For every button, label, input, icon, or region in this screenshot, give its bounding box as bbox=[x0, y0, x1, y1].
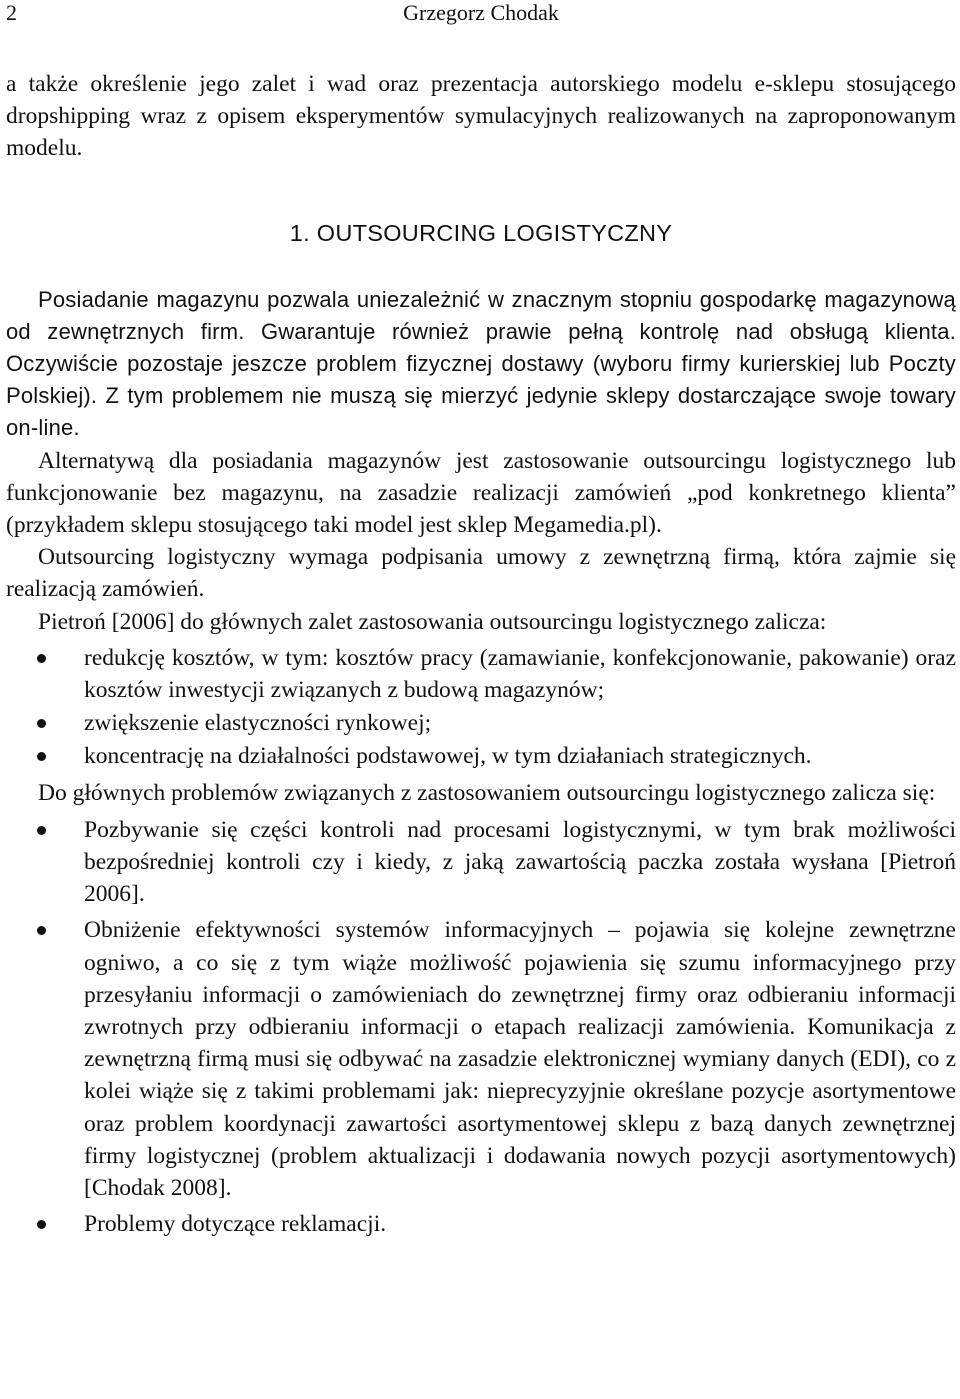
list-item-text: Obniżenie efektywności systemów informacyjnych – pojawia się kolejne zewnętrzne ogniwo, a co się z tym wiąże możliwość pojawienia się szumu informacyjnego przy przesyłaniu informacji o zamówieniach do zewnętrznej firmy oraz odbieraniu informacji zwrotnych przy odbieraniu informacji o etapach realizacji zamówienia. Komunikacja z zewnętrzną firmą musi się odbywać na zasadzie elektronicznej wymiany danych (EDI), co z kolei wiąże się z takimi problemami jak: nieprecyzyjnie określane pozycje asortymentowe oraz problem koordynacji zawartości asortymentowej sklepu z bazą danych zewnętrznej firmy logistycznej (problem aktualizacji i dodawania nowych pozycji asortymentowych) [Chodak 2008]. bbox=[84, 917, 956, 1202]
paragraph-problems-intro: Do głównych problemów związanych z zastosowaniem outsourcingu logistycznego zalicza się: bbox=[38, 779, 936, 806]
list-item-text: Pozbywanie się części kontroli nad procesami logistycznymi, w tym brak możliwości bezpośredniej kontroli czy i kiedy, z jaką zawartością paczka została wysłana [Pietroń 2006]. bbox=[84, 816, 956, 908]
section-heading: 1. OUTSOURCING LOGISTYCZNY bbox=[289, 219, 673, 246]
paragraph-contract: Outsourcing logistyczny wymaga podpisania umowy z zewnętrzną firmą, która zajmie się realizacją zamówień. bbox=[6, 544, 956, 603]
problems-list bbox=[6, 814, 956, 1241]
paragraph-advantages-intro: Pietroń [2006] do głównych zalet zastosowania outsourcingu logistycznego zalicza: bbox=[38, 608, 827, 635]
list-item-text: redukcję kosztów, w tym: kosztów pracy (zamawianie, konfekcjonowanie, pakowanie) oraz kosztów inwestycji związanych z budową magazynów; bbox=[84, 644, 956, 704]
list-item-text: koncentrację na działalności podstawowej, w tym działaniach strategicznych. bbox=[84, 743, 812, 770]
list-item bbox=[6, 740, 956, 772]
bullet-icon bbox=[37, 926, 46, 935]
list-item bbox=[6, 1208, 956, 1240]
list-item-text: zwiększenie elastyczności rynkowej; bbox=[84, 710, 432, 737]
paragraph-alternative: Alternatywą dla posiadania magazynów jest zastosowanie outsourcingu logistycznego lub funkcjonowanie bez magazynu, na zasadzie realizacji zamówień „pod konkretnego klienta” (przykładem sklepu stosującego taki model jest sklep Megamedia.pl). bbox=[6, 447, 956, 539]
list-item bbox=[6, 642, 956, 706]
page-header bbox=[6, 0, 956, 32]
page-number: 2 bbox=[6, 0, 17, 25]
paragraph-warehouse: Posiadanie magazynu pozwala uniezależnić w znacznym stopniu gospodarkę magazynową od zewnętrznych firm. Gwarantuje również prawie pełną kontrolę nad obsługą klienta. Oczywiście pozostaje jeszcze problem fizycznej dostawy (wyboru firmy kurierskiej lub Poczty Polskiej). Z tym problemem nie muszą się mierzyć jedynie sklepy dostarczające swoje towary on-line. bbox=[6, 286, 956, 441]
running-head-author: Grzegorz Chodak bbox=[403, 0, 559, 25]
intro-paragraph: a także określenie jego zalet i wad oraz prezentacja autorskiego modelu e-sklepu stosującego dropshipping wraz z opisem eksperymentów symulacyjnych realizowanych na zaproponowanym modelu. bbox=[6, 71, 956, 162]
list-item bbox=[6, 914, 956, 1204]
bullet-icon bbox=[37, 719, 46, 728]
advantages-list bbox=[6, 642, 956, 773]
bullet-icon bbox=[37, 826, 46, 835]
list-item bbox=[6, 814, 956, 911]
list-item bbox=[6, 707, 956, 739]
bullet-icon bbox=[37, 654, 46, 663]
bullet-icon bbox=[37, 752, 46, 761]
bullet-icon bbox=[37, 1220, 46, 1229]
list-item-text: Problemy dotyczące reklamacji. bbox=[84, 1211, 387, 1238]
